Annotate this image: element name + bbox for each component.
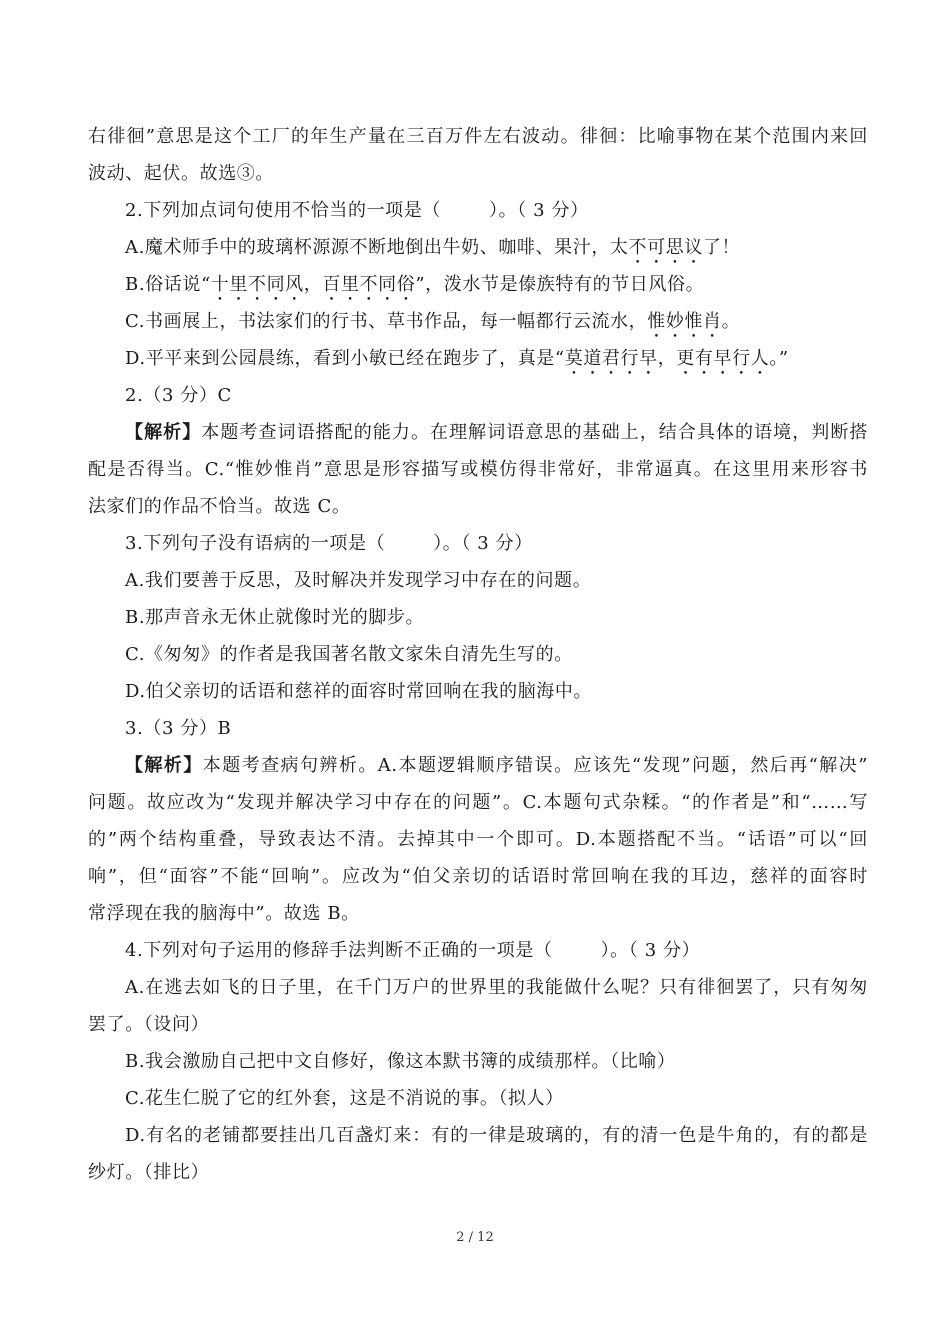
analysis-label: 【解析】 [125, 422, 202, 443]
text-line: 配是否得当。C.“惟妙惟肖”意思是形容描写或模仿得非常好，非常逼真。在这里用来形容书 [88, 459, 868, 480]
question-4-option-b: B.我会激励自己把中文自修好，像这本默书簿的成绩那样。（比喻） [125, 1051, 676, 1072]
question-2-option-d: D.平平来到公园晨练，看到小敏已经在跑步了，真是“莫道君行早，更有早行人。” [125, 348, 789, 369]
question-3-option-d: D.伯父亲切的话语和慈祥的面容时常回响在我的脑海中。 [125, 681, 593, 702]
question-2-answer: 2.（3 分）C [125, 385, 232, 406]
text-line: 的”两个结构重叠，导致表达不清。去掉其中一个即可。D.本题搭配不当。“话语”可以“回 [88, 829, 868, 850]
question-2-analysis: 【解析】本题考查词语搭配的能力。在理解词语意思的基础上，结合具体的语境，判断搭 [125, 422, 869, 443]
question-4-stem: 4.下列对句子运用的修辞手法判断不正确的一项是（ ）。（ 3 分） [125, 940, 701, 961]
question-2-option-a: A.魔术师手中的玻璃杯源源不断地倒出牛奶、咖啡、果汁，太不可思议了！ [125, 237, 741, 258]
question-2-stem: 2.下列加点词句使用不恰当的一项是（ ）。（ 3 分） [125, 200, 589, 221]
document-body [88, 118, 868, 1191]
text-line: 波动、起伏。故选③。 [88, 163, 274, 184]
question-3-answer: 3.（3 分）B [125, 718, 232, 739]
text-line: 罢了。（设问） [88, 1014, 210, 1035]
question-3-option-b: B.那声音永无休止就像时光的脚步。 [125, 607, 425, 628]
emphasized-phrase: 惟妙惟肖 [647, 311, 722, 332]
emphasized-phrase: 十里不同风，百里不同俗 [210, 274, 416, 295]
text-line: 常浮现在我的脑海中”。故选 B。 [88, 903, 360, 924]
text-line: 纱灯。（排比） [88, 1162, 210, 1183]
question-4-option-a: A.在逃去如飞的日子里，在千门万户的世界里的我能做什么呢？只有徘徊罢了，只有匆匆 [125, 977, 868, 998]
question-3-option-a: A.我们要善于反思，及时解决并发现学习中存在的问题。 [125, 570, 592, 591]
text-line: 响”，但“面容”不能“回响”。应改为“伯父亲切的话语时常回响在我的耳边，慈祥的面容时 [88, 866, 868, 887]
question-4-option-d: D.有名的老铺都要挂出几百盏灯来：有的一律是玻璃的，有的清一色是牛角的，有的都是 [125, 1125, 868, 1146]
text-line: 法家们的作品不恰当。故选 C。 [88, 496, 351, 517]
analysis-label: 【解析】 [125, 755, 203, 776]
question-3-option-c: C.《匆匆》的作者是我国著名散文家朱自清先生写的。 [125, 644, 573, 665]
text-line: 右徘徊”意思是这个工厂的年生产量在三百万件左右波动。徘徊：比喻事物在某个范围内来回 [88, 126, 868, 147]
text-line: 问题。故应改为“发现并解决学习中存在的问题”。C.本题句式杂糅。“的作者是”和“……写 [88, 792, 868, 813]
emphasized-phrase: 莫道君行早，更有早行人 [564, 348, 770, 369]
question-2-option-b: B.俗话说“十里不同风，百里不同俗”，泼水节是傣族特有的节日风俗。 [125, 274, 705, 295]
question-3-analysis: 【解析】本题考查病句辨析。A.本题逻辑顺序错误。应该先“发现”问题，然后再“解决” [125, 755, 868, 776]
question-2-option-c: C.书画展上，书法家们的行书、草书作品，每一幅都行云流水，惟妙惟肖。 [125, 311, 741, 332]
question-3-stem: 3.下列句子没有语病的一项是（ ）。（ 3 分） [125, 533, 533, 554]
page-number: 2 / 12 [456, 1230, 494, 1245]
question-4-option-c: C.花生仁脱了它的红外套，这是不消说的事。（拟人） [125, 1088, 564, 1109]
emphasized-phrase: 不可思议 [628, 237, 703, 258]
